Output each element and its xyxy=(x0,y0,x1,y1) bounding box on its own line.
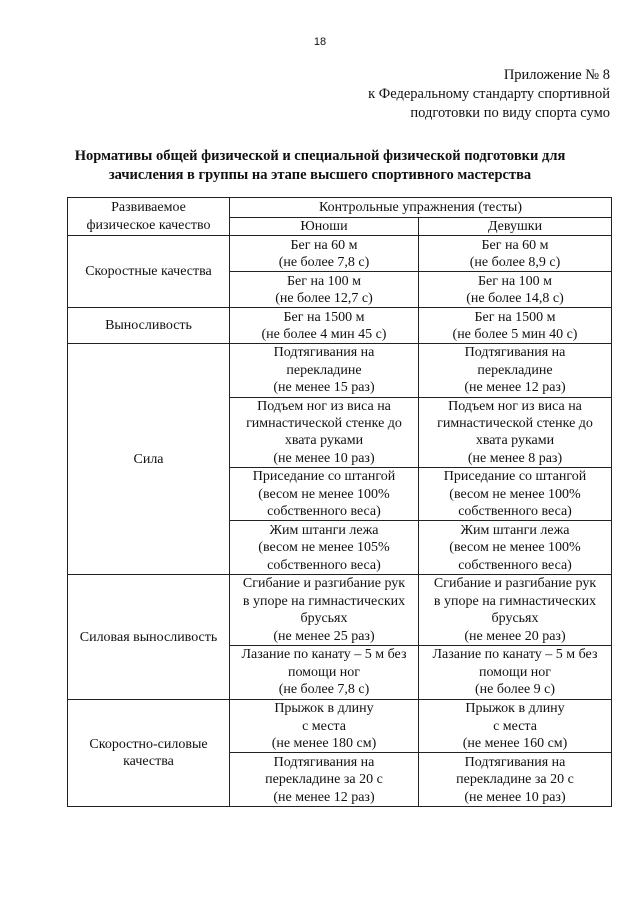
girls-cell: Подтягивания на перекладине за 20 с (не менее 10 раз) xyxy=(419,753,612,807)
table-row xyxy=(68,575,612,646)
quality-cell: Сила xyxy=(68,344,230,575)
table-row xyxy=(68,344,612,397)
quality-cell: Выносливость xyxy=(68,308,230,344)
boys-cell: Бег на 1500 м (не более 4 мин 45 с) xyxy=(230,308,419,344)
girls-cell: Бег на 100 м (не более 14,8 с) xyxy=(419,272,612,308)
header-tests: Контрольные упражнения (тесты) xyxy=(230,198,612,218)
boys-cell: Лазание по канату – 5 м без помощи ног (не более 7,8 с) xyxy=(230,646,419,700)
girls-cell: Прыжок в длину с места (не менее 160 см) xyxy=(419,700,612,753)
boys-cell: Приседание со штангой (весом не менее 100% собственного веса) xyxy=(230,468,419,521)
boys-cell: Жим штанги лежа (весом не менее 105% собственного веса) xyxy=(230,521,419,575)
title-line-2: зачисления в группы на этапе высшего спортивного мастерства xyxy=(108,167,532,183)
document-title xyxy=(40,147,600,185)
appendix-line-3: подготовки по виду спорта сумо xyxy=(410,105,610,121)
boys-cell: Бег на 60 м (не более 7,8 с) xyxy=(230,236,419,272)
girls-cell: Бег на 60 м (не более 8,9 с) xyxy=(419,236,612,272)
appendix-reference xyxy=(368,66,610,123)
girls-cell: Бег на 1500 м (не более 5 мин 40 с) xyxy=(419,308,612,344)
girls-cell: Подтягивания на перекладине (не менее 12 раз) xyxy=(419,344,612,397)
table-row xyxy=(68,236,612,272)
table-row xyxy=(68,308,612,344)
quality-cell: Скоростные качества xyxy=(68,236,230,308)
table-row xyxy=(68,700,612,753)
header-quality: Развиваемое физическое качество xyxy=(68,198,230,236)
boys-cell: Бег на 100 м (не более 12,7 с) xyxy=(230,272,419,308)
boys-cell: Подтягивания на перекладине (не менее 15 раз) xyxy=(230,344,419,397)
standards-table xyxy=(67,197,612,807)
girls-cell: Сгибание и разгибание рук в упоре на гимнастических брусьях (не менее 20 раз) xyxy=(419,575,612,646)
header-girls: Девушки xyxy=(419,218,612,236)
appendix-line-2: к Федеральному стандарту спортивной xyxy=(368,86,610,102)
girls-cell: Жим штанги лежа (весом не менее 100% собственного веса) xyxy=(419,521,612,575)
table-header-row xyxy=(68,198,612,218)
boys-cell: Прыжок в длину с места (не менее 180 см) xyxy=(230,700,419,753)
quality-cell: Скоростно-силовые качества xyxy=(68,700,230,807)
page-number: 18 xyxy=(313,36,327,48)
girls-cell: Подъем ног из виса на гимнастической стенке до хвата руками (не менее 8 раз) xyxy=(419,397,612,468)
boys-cell: Подтягивания на перекладине за 20 с (не менее 12 раз) xyxy=(230,753,419,807)
appendix-line-1: Приложение № 8 xyxy=(503,67,610,83)
boys-cell: Сгибание и разгибание рук в упоре на гимнастических брусьях (не менее 25 раз) xyxy=(230,575,419,646)
title-line-1: Нормативы общей физической и специальной физической подготовки для xyxy=(74,148,566,164)
header-boys: Юноши xyxy=(230,218,419,236)
girls-cell: Приседание со штангой (весом не менее 100% собственного веса) xyxy=(419,468,612,521)
quality-cell: Силовая выносливость xyxy=(68,575,230,700)
boys-cell: Подъем ног из виса на гимнастической стенке до хвата руками (не менее 10 раз) xyxy=(230,397,419,468)
girls-cell: Лазание по канату – 5 м без помощи ног (не более 9 с) xyxy=(419,646,612,700)
